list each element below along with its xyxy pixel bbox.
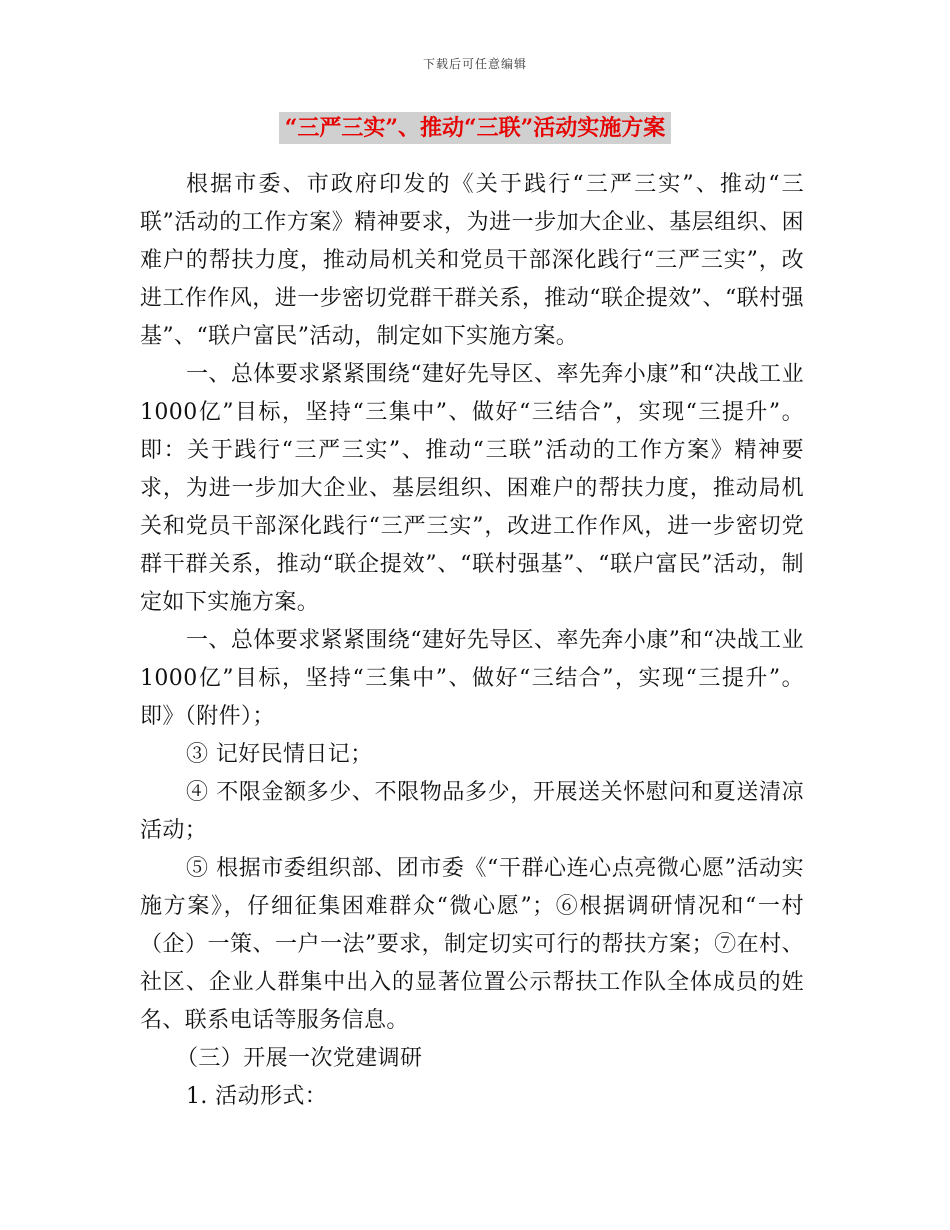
paragraph-activity-form: 1. 活动形式： xyxy=(186,1084,328,1109)
document-title: “三严三实”、推动“三联”活动实施方案 xyxy=(279,112,672,144)
paragraph-general-requirements-repeat: 一、总体要求紧紧围绕“建好先导区、率先奔小康”和“决战工业1000亿”目标，坚持“三集中”、做好“三结合”，实现“三提升”。即》（附件）； xyxy=(140,628,804,729)
title-wrap xyxy=(0,112,950,144)
paragraph-item-3: ③ 记好民情日记； xyxy=(186,742,373,767)
paragraph-general-requirements: 一、总体要求紧紧围绕“建好先导区、率先奔小康”和“决战工业1000亿”目标，坚持“三集中”、做好“三结合”，实现“三提升”。即：关于践行“三严三实”、推动“三联”活动的工作方案》精神要求，为进一步加大企业、基层组织、困难户的帮扶力度，推动局机关和党员干部深化践行“三严三实”，改进工作作风，进一步密切党群干群关系，推动“联企提效”、“联村强基”、“联户富民”活动，制定如下实施方案。 xyxy=(140,362,804,615)
paragraph-section-3-heading: （三）开展一次党建调研 xyxy=(176,1046,423,1071)
document-body xyxy=(140,166,804,1116)
header-note: 下载后可任意编辑 xyxy=(422,57,527,71)
paragraph-item-5-7: ⑤ 根据市委组织部、团市委《“干群心连心点亮微心愿”活动实施方案》，仔细征集困难群众“微心愿”；⑥根据调研情况和“一村（企）一策、一户一法”要求，制定切实可行的帮扶方案；⑦在村、社区、企业人群集中出入的显著位置公示帮扶工作队全体成员的姓名、联系电话等服务信息。 xyxy=(140,856,804,1033)
paragraph-intro: 根据市委、市政府印发的《关于践行“三严三实”、推动“三联”活动的工作方案》精神要求，为进一步加大企业、基层组织、困难户的帮扶力度，推动局机关和党员干部深化践行“三严三实”，改进工作作风，进一步密切党群干群关系，推动“联企提效”、“联村强基”、“联户富民”活动，制定如下实施方案。 xyxy=(140,172,804,349)
paragraph-item-4: ④ 不限金额多少、不限物品多少，开展送关怀慰问和夏送清凉活动； xyxy=(140,780,804,843)
